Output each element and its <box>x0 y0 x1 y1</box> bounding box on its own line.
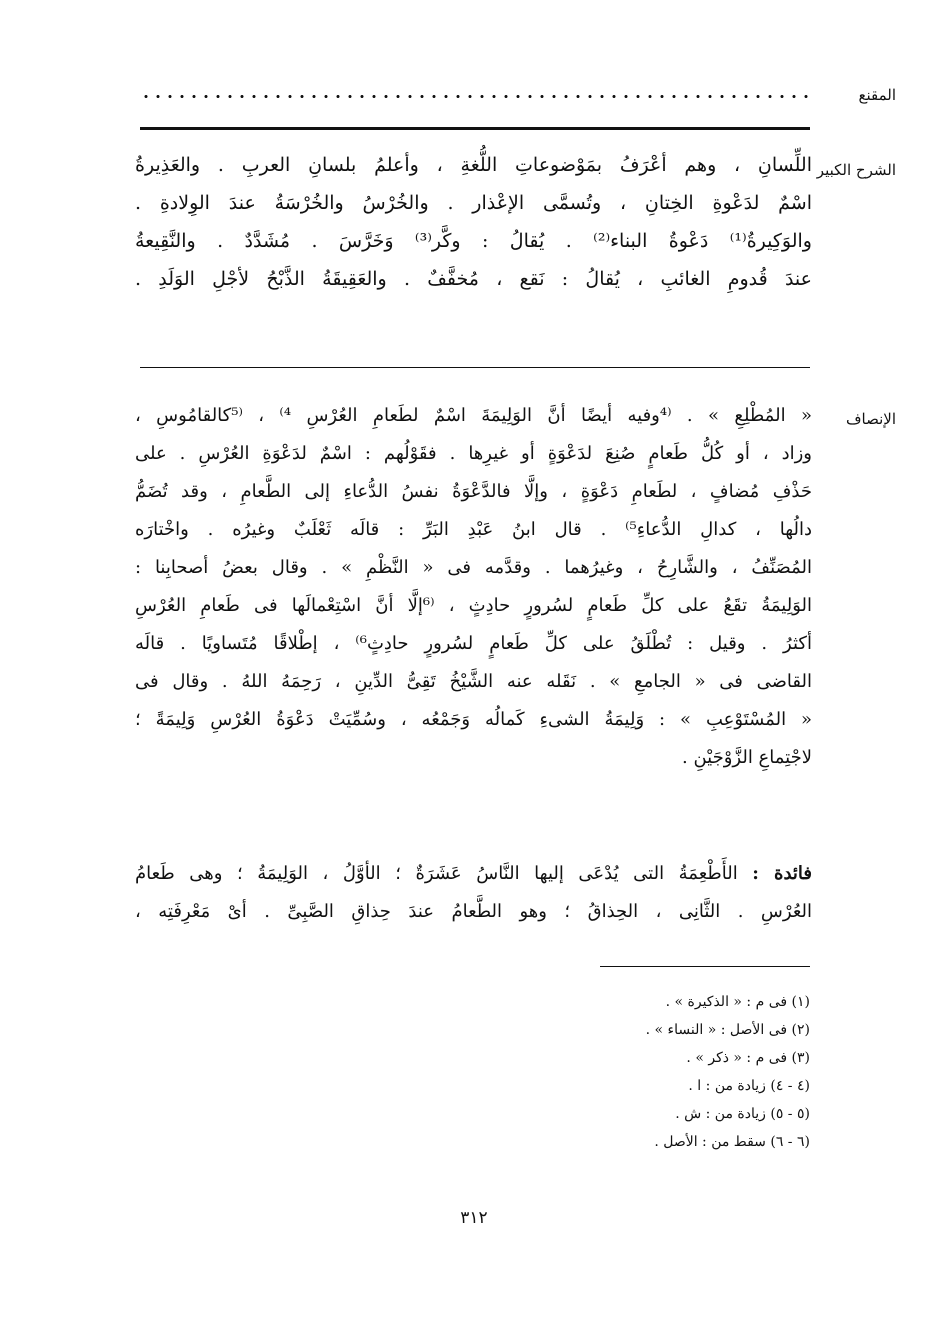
text-line: المُصَنِّفُ ، والشَّارِحُ ، وغيرُهما . وقدَّمه فى « النَّظْمِ » . وقال بعضُ أصحابِنا : <box>135 557 812 578</box>
section-rule <box>140 367 810 368</box>
insaf-text <box>135 397 812 777</box>
text-line: وزاد ، أو كُلُّ طَعامٍ صُنِعَ لدَعْوَةٍ أو غيرِها . فقَوْلُهم : اسْمٌ لدَعْوَةِ العُرْسِ . على <box>135 443 812 464</box>
text-line: القاضى فى « الجامعِ » . نَقَله عنه الشَّيْخُ تَقِىُّ الدِّينِ ، رَحِمَهُ اللهُ . وقال فى <box>135 671 812 692</box>
faida-text: الأَطْعِمَةُ التى يُدْعَى إليها النَّاسُ عَشَرَةٌ ؛ الأوَّلُ ، الوَلِيمَةُ ؛ وهى طَعامُ <box>135 863 753 884</box>
insaf-label: الإنصاف <box>845 410 896 428</box>
text-line: اللِّسانِ ، وهم أعْرَفُ بمَوْضوعاتِ اللُّغةِ ، وأعلمُ بلسانِ العربِ . والعَذِيرةُ <box>135 154 812 176</box>
running-title: المقنع <box>858 86 896 104</box>
sharh-text <box>135 146 812 298</box>
footnote-rule <box>600 966 810 967</box>
sharh-label: الشرح الكبير <box>816 161 896 179</box>
header-rule <box>140 127 810 130</box>
text-line: دالُها ، كدالِ الدُّعاءِ⁵⁾ . قال ابنُ عَبْدِ البَرِّ : قالَه ثَعْلَبٌ وغيرُه . واخْتارَه <box>135 519 812 540</box>
text-line: حَذْفِ مُضافٍ ، لطَعامِ دَعْوَةٍ ، وإلَّا فالدَّعْوَةُ نفسُ الدُّعاءِ إلى الطَّعامِ ، وقد تُضَمُّ <box>135 481 812 502</box>
text-line: والوَكِيرةُ⁽¹⁾ دَعْوةُ البناء⁽²⁾ . يُقالُ : وكَّر⁽³⁾ وَخَرَّسَ . مُشَدَّدٌ . والنَّقِيعةُ <box>135 230 812 252</box>
text-line: العُرْسِ . الثَّانِى ، الحِذاقُ ؛ وهو الطَّعامُ عندَ حِذاقِ الصَّبِىِّ . أىْ مَعْرِفَتِه ، <box>135 901 812 922</box>
text-line: عندَ قُدومِ الغائبِ ، يُقالُ : نَقع ، مُخفَّفٌ . والعَقِيقَةُ الذَّبْحُ لأجْلِ الوَلَدِ . <box>135 268 812 290</box>
text-line: اسْمٌ لدَعْوةِ الخِتانِ ، وتُسمَّى الإعْذار . والخُرْسُ والخُرْسَةُ عندَ الوِلادةِ . <box>135 192 812 214</box>
footnote: (٦ - ٦) سقط من : الأصل . <box>654 1134 810 1150</box>
text-line: « المُطْلِعِ » . ⁽⁴وفيه أيضًا أنَّ الوَلِيمَةَ اسْمٌ لطَعامِ العُرْسِ ⁴⁾ ، ⁽⁵كالقامُوسِ ، <box>135 405 812 426</box>
footnote: (٢) فى الأصل : « النساء » . <box>645 1022 810 1038</box>
faida-paragraph <box>135 855 812 931</box>
footnote: (٥ - ٥) زيادة من : ش . <box>675 1106 810 1122</box>
text-line <box>135 855 812 893</box>
text-line: الوَلِيمَةُ تقَعُ على كلِّ طَعامٍ لسُرورٍ حادِثٍ ، ⁽⁶إلَّا أنَّ اسْتِعْمالَها فى طَعامِ العُرْسِ <box>135 595 812 616</box>
text-line: « المُسْتَوْعِبِ » : وَلِيمَةُ الشىءِ كَمالُه وَجَمْعُه ، وسُمِّيَتْ دَعْوَةُ العُرْسِ وَلِيمَةً ؛ <box>135 709 812 730</box>
page-number: ٣١٢ <box>460 1208 488 1228</box>
dotted-separator <box>140 90 810 102</box>
footnotes <box>510 988 810 1156</box>
footnote: (١) فى م : « الذكيرة » . <box>665 994 810 1010</box>
footnote: (٣) فى م : « ذكر » . <box>686 1050 810 1066</box>
footnote: (٤ - ٤) زيادة من : ا . <box>688 1078 810 1094</box>
faida-heading: فائدة : <box>752 863 812 884</box>
text-line: لاجْتِماعِ الزَّوْجَيْنِ . <box>682 747 812 768</box>
text-line: أكثرُ . وقيل : تُطْلَقُ على كلِّ طَعامٍ لسُرورٍ حادِثٍ⁶⁾ ، إطْلاقًا مُتَساويًا . قالَه <box>135 633 812 654</box>
